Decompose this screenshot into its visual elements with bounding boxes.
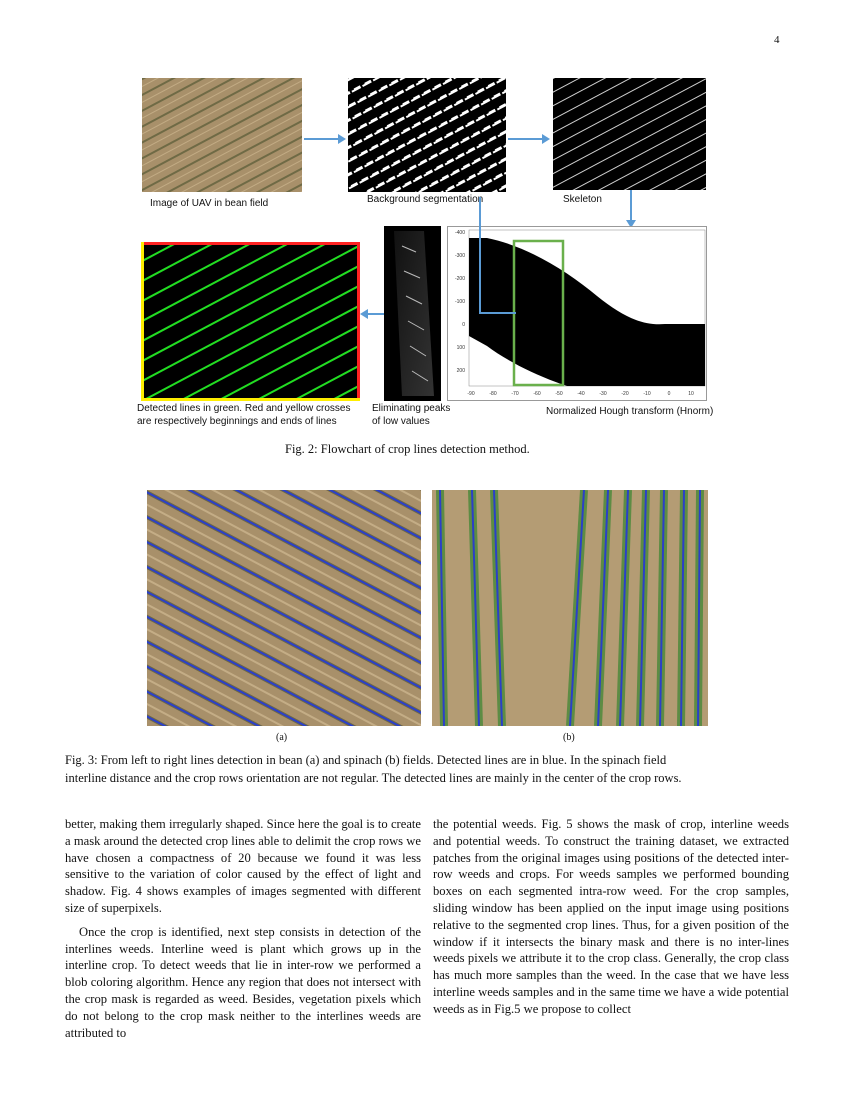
x-tick: -40 bbox=[577, 391, 585, 397]
skeleton-image bbox=[553, 78, 706, 190]
background-segmentation-label: Background segmentation bbox=[367, 194, 484, 205]
x-tick: -70 bbox=[511, 391, 519, 397]
eliminating-label-line2: of low values bbox=[372, 416, 430, 427]
x-tick: -60 bbox=[533, 391, 541, 397]
page-number: 4 bbox=[774, 34, 780, 46]
subfigure-b-label: (b) bbox=[563, 732, 575, 743]
detected-lines-label-line2: are respectively beginnings and ends of lines bbox=[137, 416, 337, 427]
figure-2-caption: Fig. 2: Flowchart of crop lines detection method. bbox=[285, 442, 530, 456]
subfigure-a-label: (a) bbox=[276, 732, 288, 743]
background-segmentation-image bbox=[348, 78, 506, 192]
text-column-left bbox=[65, 816, 421, 1041]
hough-label: Normalized Hough transform (Hnorm) bbox=[546, 406, 714, 417]
figure-3-caption-line1: Fig. 3: From left to right lines detection in bean (a) and spinach (b) fields. Detected lines are in blue. In the spinach field bbox=[65, 753, 667, 767]
y-tick: 100 bbox=[456, 345, 465, 351]
connector-arrow-icon bbox=[470, 195, 520, 320]
x-tick: -20 bbox=[621, 391, 629, 397]
uav-image-label: Image of UAV in bean field bbox=[150, 198, 269, 209]
x-tick: -50 bbox=[555, 391, 563, 397]
x-tick: -30 bbox=[599, 391, 607, 397]
eliminating-label-line1: Eliminating peaks bbox=[372, 403, 451, 414]
x-tick: -10 bbox=[643, 391, 651, 397]
x-tick: 10 bbox=[688, 391, 694, 397]
skeleton-label: Skeleton bbox=[563, 194, 602, 205]
arrow-left-icon bbox=[360, 308, 384, 320]
arrow-down-icon bbox=[625, 190, 637, 228]
x-tick: 0 bbox=[667, 391, 671, 397]
x-tick: -80 bbox=[489, 391, 497, 397]
uav-bean-field-image bbox=[142, 78, 302, 192]
figure-2 bbox=[0, 0, 850, 470]
paragraph: better, making them irregularly shaped. Since here the goal is to create a mask around the detected crop lines able to delimit the crop rows we have chosen a compactness of 20 because we found it was less sensitive to the variation of color caused by the effect of light and shadow. Fig. 4 shows examples of images segmented with different size of superpixels. bbox=[65, 817, 421, 915]
y-tick: 0 bbox=[462, 322, 465, 328]
x-tick: -90 bbox=[467, 391, 475, 397]
y-tick: -100 bbox=[454, 299, 465, 305]
eliminating-peaks-image bbox=[384, 226, 441, 401]
y-tick: -200 bbox=[454, 276, 465, 282]
detected-lines-label-line1: Detected lines in green. Red and yellow crosses bbox=[137, 403, 351, 414]
detected-lines-image bbox=[141, 242, 360, 401]
y-tick: -300 bbox=[454, 253, 465, 259]
y-tick: 200 bbox=[456, 368, 465, 374]
text-column-right bbox=[433, 816, 789, 1018]
y-tick: -400 bbox=[454, 230, 465, 236]
arrow-right-icon bbox=[304, 133, 346, 145]
arrow-right-icon bbox=[508, 133, 550, 145]
paragraph: Once the crop is identified, next step consists in detection of the interlines weeds. Interline weed is plant which grows up in the interline crop. To detect weeds that lie in inter-row we performed a blob coloring algorithm. Hence any region that does not intersect with the crop mask is regarded as weed. Besides, vegetation pixels which do not belong to the crop mask neither to the interlines weeds are attributed to bbox=[65, 924, 421, 1040]
bean-field-detection-image bbox=[147, 490, 421, 726]
spinach-field-detection-image bbox=[432, 490, 708, 726]
figure-3-caption-line2: interline distance and the crop rows orientation are not regular. The detected lines are mainly in the center of the crop rows. bbox=[65, 771, 682, 785]
paragraph: the potential weeds. Fig. 5 shows the mask of crop, interline weeds and potential weeds. To construct the training dataset, we extracted patches from the original images using positions of the detected inter-row weeds and crops. For weeds samples we performed bounding boxes on each segmented intra-row weed. For the crop samples, sliding window has been applied on the input image using positions relative to the segmented crop lines. Thus, for a given position of the window if it intersects the binary mask and there is no inter-lines weeds pixels we attribute it to the crop class. Generally, the crop class has much more samples than the weed. In the case that we have less interline weeds samples and in the same time we have a wide potential weeds as in Fig.5 we propose to collect bbox=[433, 817, 790, 1016]
